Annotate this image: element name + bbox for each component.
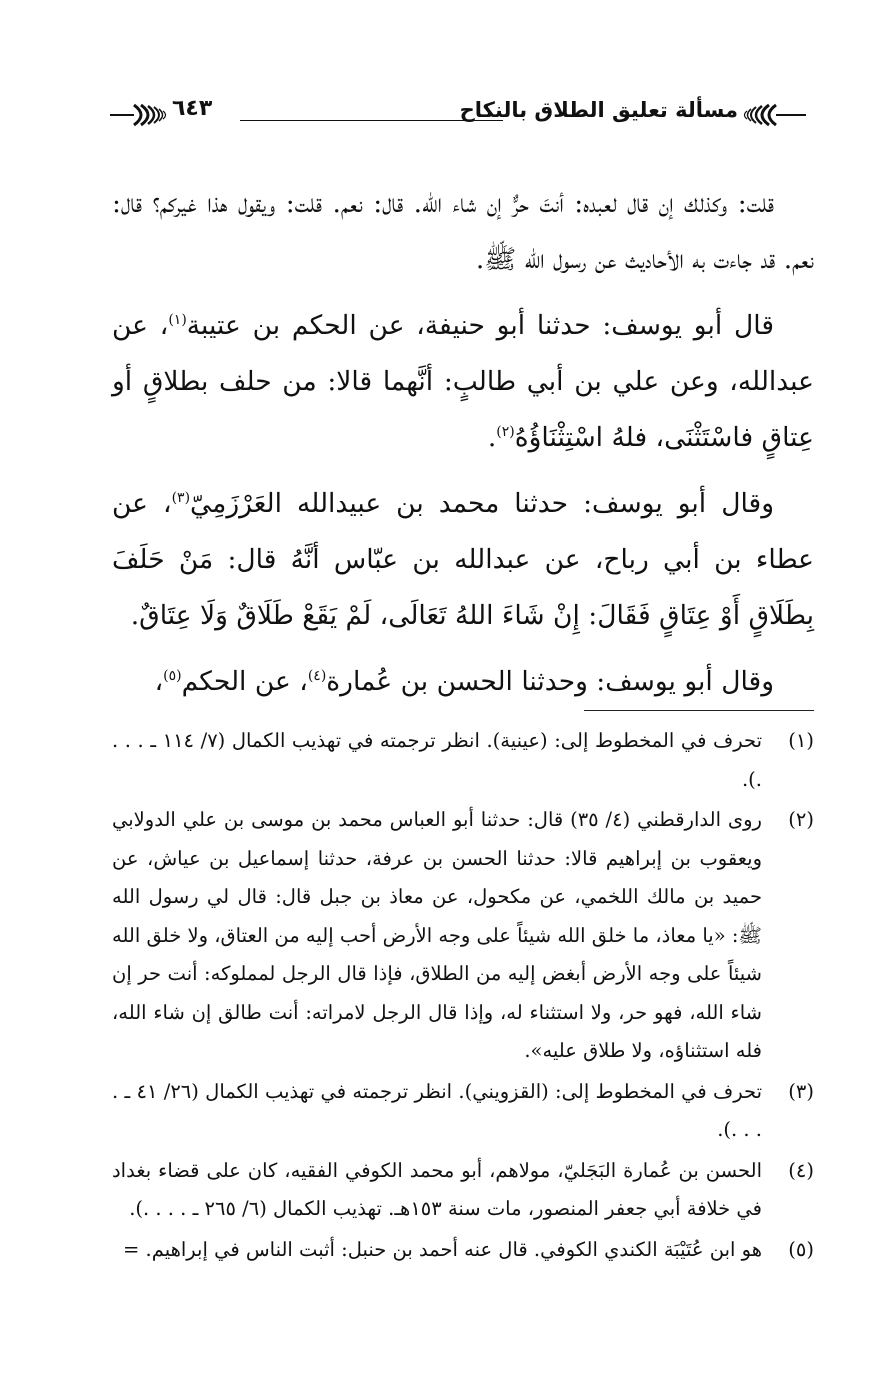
footnote-text: تحرف في المخطوط إلى: (عينية). انظر ترجمته في تهذيب الكمال (٧/ ١١٤ ـ . . . .). xyxy=(112,729,762,791)
footnote-number: (٤) xyxy=(788,1158,814,1182)
header-title: مسألة تعليق الطلاق بالنكاح xyxy=(459,98,738,122)
paragraph-text: . xyxy=(487,422,497,453)
paragraph xyxy=(112,476,814,644)
running-header xyxy=(108,92,808,140)
footnote-ref: (٥) xyxy=(163,668,182,685)
paragraph xyxy=(112,176,814,288)
footnote-text: تحرف في المخطوط إلى: (القزويني). انظر ترجمته في تهذيب الكمال (٢٦/ ٤١ ـ . . . .). xyxy=(112,1079,762,1141)
footnote-text: هو ابن عُتَيْبَة الكندي الكوفي. قال عنه أحمد بن حنبل: أثبت الناس في إبراهيم. = xyxy=(122,1237,762,1261)
footnote xyxy=(112,1073,814,1150)
paragraph-text: ، عن الحكم xyxy=(181,666,308,697)
footnote xyxy=(112,722,814,799)
footnote-ref: (٢) xyxy=(496,424,515,441)
footnote xyxy=(112,1152,814,1229)
footnote-separator xyxy=(584,710,814,711)
paragraph-text: ، عن عبدالله، وعن علي بن أبي طالبٍ: أنَّهما قالا: من حلف بطلاقٍ أو عِتاقٍ فاسْتَثْنَى، فلهُ اسْتِثْنَاؤُهُ xyxy=(112,310,814,453)
footnotes xyxy=(112,722,814,1271)
paragraph-text: قال أبو يوسف: حدثنا أبو حنيفة، عن الحكم بن عتيبة xyxy=(186,310,774,341)
header-ornament-right-icon xyxy=(738,102,808,128)
page-number: ٦٤٣ xyxy=(172,96,213,121)
paragraph-text: وقال أبو يوسف: وحدثنا الحسن بن عُمارة xyxy=(326,666,774,697)
paragraph-text: ، xyxy=(154,666,164,697)
footnote-number: (٢) xyxy=(788,808,814,831)
footnote-text: روى الدارقطني (٤/ ٣٥) قال: حدثنا أبو العباس محمد بن موسى بن علي الدولابي ويعقوب بن إبراهيم قالا: حدثنا الحسن بن عرفة، حدثنا إسماعيل بن عياش، عن حميد بن مالك اللخمي، عن مكحول، عن معاذ بن جبل قال: قال لي رسول الله ﷺ: «يا معاذ، ما خلق الله شيئاً على وجه الأرض أحب إليه من العتاق، ولا خلق الله شيئاً على وجه الأرض أبغض إليه من الطلاق، فإذا قال الرجل لمملوكه: أنت حر إن شاء الله، فهو حر، ولا استثناء له، وإذا قال الرجل لامراته: أنت طالق إن شاء الله، فله استثناؤه، ولا طلاق عليه». xyxy=(112,808,762,1062)
paragraph xyxy=(112,298,814,466)
header-ornament-left-icon xyxy=(108,102,170,128)
footnote xyxy=(112,1231,814,1270)
paragraph-text: ، عن عطاء بن أبي رباح، عن عبدالله بن عبّاس أنَّهُ قال: مَنْ حَلَفَ بِطَلَاقٍ أَوْ عِتَاقٍ فَقَالَ: إِنْ شَاءَ اللهُ تَعَالَى، لَمْ يَقَعْ طَلَاقٌ وَلَا عِتَاقٌ. xyxy=(112,488,814,631)
footnote-ref: (٤) xyxy=(307,668,327,685)
footnote-ref: (٣) xyxy=(171,490,191,507)
footnote xyxy=(112,801,814,1071)
header-rule xyxy=(240,120,503,121)
footnote-number: (١) xyxy=(788,729,814,752)
footnote-ref: (١) xyxy=(168,312,187,329)
footnote-text: الحسن بن عُمارة البَجَليّ، مولاهم، أبو محمد الكوفي الفقيه، كان على قضاء بغداد في خلافة أبي جعفر المنصور، مات سنة ١٥٣هـ. تهذيب الكمال (٦/ ٢٦٥ ـ . . . .). xyxy=(112,1158,762,1220)
paragraph-text: قلت: وكذلك إن قال لعبده: أنتَ حرٌّ إن شاء الله. قال: نعم. قلت: ويقول هذا غيركم؟ قال: نعم. قد جاءت به الأحاديث عن رسول الله ﷺ. xyxy=(112,188,814,275)
footnote-number: (٥) xyxy=(788,1237,814,1261)
paragraph xyxy=(112,654,814,710)
paragraph-text: وقال أبو يوسف: حدثنا محمد بن عبيدالله العَرْزَمِيّ xyxy=(190,488,774,519)
main-text xyxy=(112,176,814,720)
footnote-number: (٣) xyxy=(788,1079,814,1103)
